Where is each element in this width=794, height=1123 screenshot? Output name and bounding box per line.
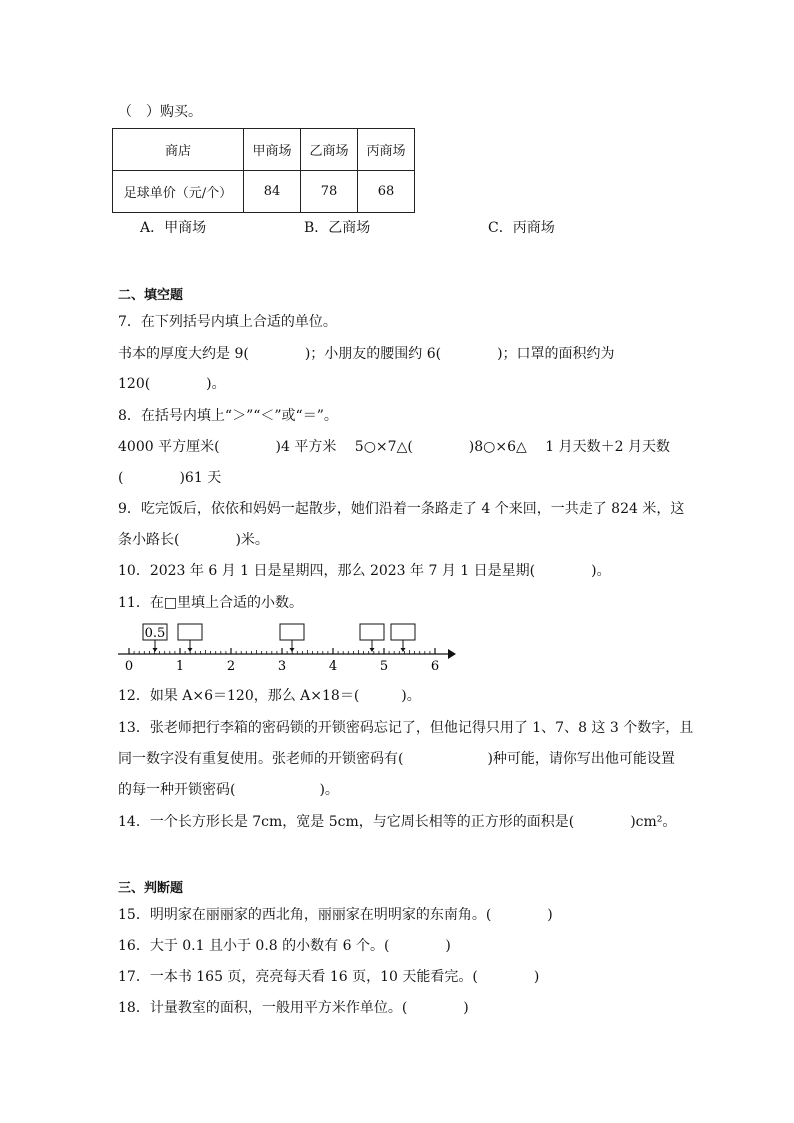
q16: 16．大于 0.1 且小于 0.8 的小数有 6 个。( ): [118, 938, 451, 954]
tick-label-5: 5: [379, 659, 389, 674]
q6-option-b: B．乙商场: [304, 220, 371, 236]
given-value: 0.5: [144, 626, 166, 641]
q18: 18．计量教室的面积，一般用平方米作单位。( ): [118, 1000, 469, 1016]
tick-label-4: 4: [328, 659, 338, 674]
section-title-true-false: 三、判断题: [118, 881, 184, 896]
q10: 10．2023 年 6 月 1 日是星期四，那么 2023 年 7 月 1 日是星期( )。: [118, 563, 611, 579]
table-header-shop: 商店: [113, 129, 244, 171]
table-row-label: 足球单价（元/个）: [113, 171, 244, 213]
q8-stem: 8．在括号内填上“＞”“＜”或“＝”。: [118, 408, 338, 424]
table-header-bing: 丙商场: [358, 129, 415, 171]
q7-line2: 120( )。: [118, 376, 226, 392]
tick-label-0: 0: [124, 659, 134, 674]
tick-label-6: 6: [430, 659, 440, 674]
q7-stem: 7．在下列括号内填上合适的单位。: [118, 314, 337, 330]
answer-box[interactable]: [391, 624, 415, 640]
answer-box[interactable]: [360, 624, 384, 640]
q8-line2: ( )61 天: [118, 470, 222, 486]
number-line: [110, 618, 460, 674]
q6-option-c: C．丙商场: [488, 220, 555, 236]
tick-label-1: 1: [175, 659, 185, 674]
q13-line3: 的每一种开锁密码( )。: [118, 782, 339, 798]
table-cell-price: 78: [301, 171, 358, 213]
q11-stem: 11．在□里填上合适的小数。: [118, 595, 304, 611]
table-cell-price: 68: [358, 171, 415, 213]
q14: 14．一个长方形长是 7cm，宽是 5cm，与它周长相等的正方形的面积是( )cm²。: [118, 814, 677, 830]
q9-line1: 9．吃完饭后，依依和妈妈一起散步，她们沿着一条路走了 4 个来回，一共走了 824 米，这: [118, 501, 685, 517]
section-title-fill-blank: 二、填空题: [118, 288, 184, 303]
table-cell-price: 84: [244, 171, 301, 213]
price-table: [112, 128, 415, 213]
tick-label-3: 3: [277, 659, 287, 674]
answer-box[interactable]: [280, 624, 304, 640]
axis-arrow-icon: [448, 649, 456, 659]
q13-line2: 同一数字没有重复使用。张老师的开锁密码有( )种可能，请你写出他可能设置: [118, 751, 675, 767]
q7-line1: 书本的厚度大约是 9( )；小朋友的腰围约 6( )；口罩的面积约为: [118, 346, 615, 362]
q8-line1: 4000 平方厘米( )4 平方米 5○×7△( )8○×6△ 1 月天数＋2 月天数: [118, 439, 670, 455]
q6-prefix: （ ）购买。: [118, 104, 202, 120]
tick-label-2: 2: [226, 659, 236, 674]
answer-box[interactable]: [178, 624, 202, 640]
q9-line2: 条小路长( )米。: [118, 532, 269, 548]
q6-option-a: A．甲商场: [140, 220, 207, 236]
q12: 12．如果 A×6＝120，那么 A×18＝( )。: [118, 688, 421, 704]
q17: 17．一本书 165 页，亮亮每天看 16 页，10 天能看完。( ): [118, 969, 540, 985]
table-header-yi: 乙商场: [301, 129, 358, 171]
q15: 15．明明家在丽丽家的西北角，丽丽家在明明家的东南角。( ): [118, 907, 553, 923]
table-header-jia: 甲商场: [244, 129, 301, 171]
q13-line1: 13．张老师把行李箱的密码锁的开锁密码忘记了，但他记得只用了 1、7、8 这 3 个数字，且: [118, 720, 694, 736]
